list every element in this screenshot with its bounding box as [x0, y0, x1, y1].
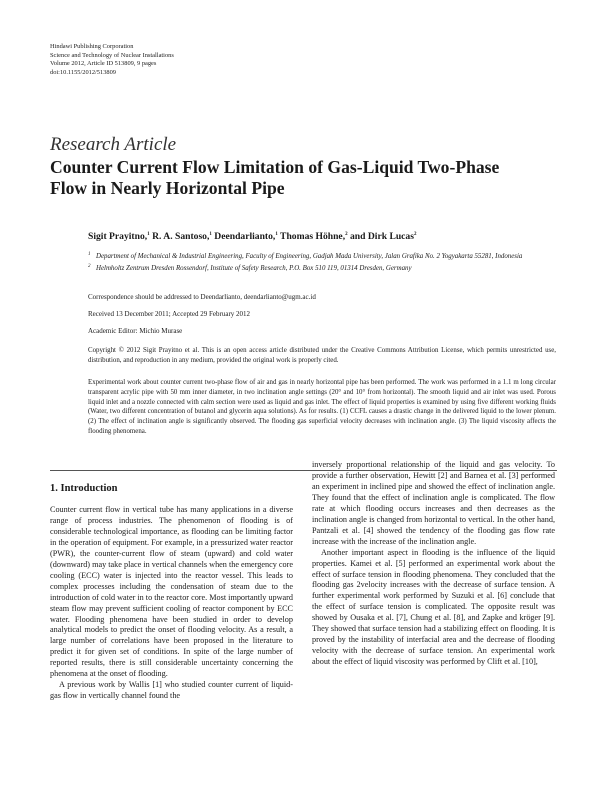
left-column [50, 505, 293, 702]
affiliation-number: 2 [88, 263, 91, 269]
affiliation-number: 1 [88, 252, 91, 257]
paragraph: Counter current flow in vertical tube has many applications in a diverse range of process industries. The phenomenon of flooding is of considerable technological importance, as flooding can be limiting factor in the operation of equipment. For example, in a pressurized water reactor (PWR), the counter-current flow of steam (upward) and cold water (downward) may take place in vertical channels when the emergency core cooling (ECC) water is injected into the reactor vessel. This leads to complex processes including the condensation of steam due to the introduction of cold water in to the reactor core. Most importantly upward steam flow may prevent sufficient cooling of reactor component by ECC water. Flooding phenomena have been studied in order to develop analytical models to predict the onset of flooding velocity. As a result, a large number of correlations have been proposed in the literature to predict it for given set of conditions. In spite of the large number of reported results, there is still considerable uncertainty concerning the phenomena at the onset of flooding. [50, 505, 293, 679]
right-column [312, 460, 555, 668]
title-line-2: Flow in Nearly Horizontal Pipe [50, 178, 285, 198]
section-title: 1. Introduction [50, 483, 118, 494]
affiliations [88, 252, 558, 275]
abstract: Experimental work about counter current two-phase flow of air and gas in nearly horizontal pipe has been performed. The work was performed in a 1.1 m long circular transparent acrylic pipe with 50 mm inner diameter, in two inclination angle settings (20° and 10° from horizontal). The smooth liquid and air inlet was used. Porous liquid inlet and a nozzle connected with calm section were used as liquid and gas inlet. The effect of liquid properties is examined by using five different working fluids (Water, two different concentration of butanol and glycerin aqua solutions). As for results. (1) CCFL causes a drastic change in the delivered liquid to the lower plenum. (2) The effect of inclination angle is significantly observed. The flooding gas superficial velocity decreases with inclination angle. (3) The liquid viscosity affects the flooding phenomena. [88, 379, 556, 435]
volume-info: Volume 2012, Article ID 513809, 9 pages [50, 60, 157, 68]
author-name: Sigit Prayitno, [88, 231, 148, 242]
author-affil-mark: 1 [147, 231, 150, 237]
author-affil-mark: 1 [209, 231, 212, 237]
affiliation-1 [88, 252, 558, 262]
author-affil-mark: 2 [413, 231, 417, 237]
title-line-1: Counter Current Flow Limitation of Gas-Liquid Two-Phase [50, 157, 500, 177]
author-list [88, 231, 416, 242]
author-name: Thomas Höhne, [277, 231, 346, 242]
paragraph: inversely proportional relationship of the liquid and gas velocity. To provide a further observation, Hewitt [2] and Barnea et al. [3] performed an experiment in inclined pipe and showed the effect of inclination angle. They found that the effect of inclination angle is complicated. The flow rate at which flooding occurs increases and then decreases as the inclination angle is changed from horizontal to vertical. In the other hand, Pantzali et al. [4] showed the tendency of the flooding gas flow rate increase with the increase of the inclination angle. [312, 460, 555, 546]
author-name: and Dirk Lucas [347, 231, 414, 242]
author-name: R. A. Santoso, [149, 231, 210, 242]
author-name: Deendarlianto, [211, 231, 276, 242]
journal-name: Science and Technology of Nuclear Installations [50, 51, 174, 59]
paper-title [50, 157, 570, 199]
article-type: Research Article [50, 134, 177, 155]
publisher: Hindawi Publishing Corporation [50, 43, 134, 50]
author-affil-mark: 1 [275, 231, 278, 237]
doi: doi:10.1155/2012/513809 [50, 68, 116, 76]
correspondence: Correspondence should be addressed to Deendarlianto, deendarlianto@ugm.ac.id [88, 293, 316, 301]
received-accepted: Received 13 December 2011; Accepted 29 February 2012 [88, 310, 251, 318]
journal-header [50, 43, 174, 77]
affiliation-text: Helmholtz Zentrum Dresden Rossendorf, Institute of Safety Research, P.O. Box 510 119, 01314 Dresden, Germany [96, 264, 412, 272]
copyright-notice: Copyright © 2012 Sigit Prayitno et al. This is an open access article distributed under the Creative Commons Attribution License, which permits unrestricted use, distribution, and reproduction in any medium, provided the original work is properly cited. [88, 347, 556, 364]
author-affil-mark: 2 [345, 231, 348, 237]
affiliation-2 [88, 264, 558, 274]
affiliation-text: Department of Mechanical & Industrial Engineering, Faculty of Engineering, Gadjah Mada University, Jalan Grafika No. 2 Yogyakarta 55281, Indonesia [96, 253, 523, 260]
paragraph: Another important aspect in flooding is the influence of the liquid properties. Kamei et al. [5] performed an experimental work about the effect of surface tension in flooding phenomena. They concluded that the flooding gas 2velocity increases with the decrease of surface tension. A further experimental work performed by Suzuki et al. [6] conclude that the effect of surface tension is complicated. The opposite result was showed by Ousaka et al. [7], Chung et al. [8], and Zapke and kröger [9]. They showed that surface tension had a stabilizing effect on flooding. It is proved by the instability of interfacial area and the decrease of flooding velocity with the decrease of surface tension. An experimental work about the effect of liquid viscosity was performed by Clift et al. [10], [312, 547, 555, 667]
academic-editor: Academic Editor: Michio Murase [88, 327, 183, 335]
paragraph: A previous work by Wallis [1] who studied counter current of liquid-gas flow in vertically channel found the [50, 680, 293, 701]
